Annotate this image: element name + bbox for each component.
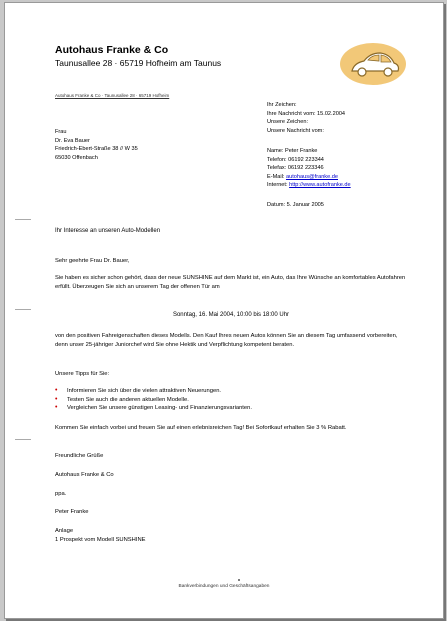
bullet-icon: •	[55, 387, 58, 394]
our-sign: Unsere Zeichen:	[267, 119, 309, 125]
recipient-block	[55, 128, 138, 162]
footer-text: Bankverbindungen und Geschäftsangaben	[178, 584, 270, 589]
return-address: Autohaus Franke & Co · Taunusallee 28 · 65719 Hofheim	[55, 93, 170, 98]
car-logo-icon	[338, 41, 408, 87]
fold-mark	[15, 439, 31, 440]
internet-link[interactable]: http://www.autofranke.de	[289, 182, 351, 188]
company-address: Taunusallee 28 · 65719 Hofheim am Taunus	[55, 58, 222, 68]
closing: Freundliche Grüße	[55, 453, 104, 459]
list-item	[55, 404, 407, 413]
signer-name: Peter Franke	[55, 509, 89, 515]
paragraph-details: von den positiven Fahreigenschaften dieses Modells. Den Kauf Ihres neuen Autos können Sie an diesem Tag umfassend vorbereiten, denn unser 25-jähriger Juniorchef wird Sie ohne Hektik und Verpflichtung kompetent beraten.	[55, 333, 398, 348]
letter-page	[4, 2, 444, 619]
fold-mark	[15, 219, 31, 220]
fold-mark	[15, 309, 31, 310]
attachment-item: 1 Prospekt vom Modell SUNSHINE	[55, 537, 146, 543]
contact-phone: Telefon: 06192 223344	[267, 156, 324, 163]
contact-block	[267, 147, 351, 190]
tips-title: Unsere Tipps für Sie:	[55, 371, 110, 377]
bullet-icon: •	[55, 395, 58, 403]
contact-fax: Telefax: 06192 223346	[267, 165, 324, 171]
reference-block	[267, 101, 345, 135]
contact-email-row	[267, 173, 351, 182]
tip-text: Vergleichen Sie unsere günstigen Leasing- und Finanzierungsvarianten.	[67, 405, 252, 412]
email-link[interactable]: autohaus@franke.de	[285, 173, 338, 180]
recipient-line: 65030 Offenbach	[55, 154, 98, 161]
event-date-line: Sonntag, 16. Mai 2004, 10:00 bis 18:00 Uhr	[172, 312, 290, 318]
your-message-date: Ihre Nachricht vom: 15.02.2004	[267, 110, 346, 117]
list-item	[55, 387, 407, 396]
contact-name: Name: Peter Franke	[267, 148, 318, 154]
contact-internet-row	[267, 181, 351, 190]
recipient-line: Dr. Eva Bauer	[55, 137, 90, 144]
internet-label: Internet:	[267, 182, 290, 188]
bullet-icon: •	[55, 404, 58, 412]
attachment-label: Anlage	[55, 528, 74, 534]
our-message-date: Unsere Nachricht vom:	[267, 127, 324, 134]
recipient-line: Frau	[55, 129, 67, 135]
list-item	[55, 396, 407, 405]
tip-text: Testen Sie auch die anderen aktuellen Modelle.	[67, 396, 189, 403]
salutation: Sehr geehrte Frau Dr. Bauer,	[55, 258, 130, 264]
email-label: E-Mail:	[267, 173, 286, 180]
paragraph-intro: Sie haben es sicher schon gehört, dass der neue SUNSHINE auf dem Markt ist, ein Auto, das Ihre Wünsche an komfortables Autofahren erfüllt. Überzeugen Sie sich an unserem Tag der offenen Tür am	[55, 275, 406, 290]
tip-text: Informieren Sie sich über die vielen attraktiven Neuerungen.	[67, 388, 222, 394]
your-sign: Ihr Zeichen:	[267, 102, 297, 108]
recipient-line: Friedrich-Ebert-Straße 38 // W 35	[55, 146, 138, 152]
tips-list	[55, 387, 407, 413]
ppa: ppa.	[55, 491, 67, 497]
page-dot	[238, 579, 240, 581]
paragraph-offer: Kommen Sie einfach vorbei und freuen Sie auf einen erlebnisreichen Tag! Bei Sofortkauf erhalten Sie 3 % Rabatt.	[55, 425, 347, 431]
signature-company: Autohaus Franke & Co	[55, 472, 114, 478]
company-name: Autohaus Franke & Co	[55, 44, 169, 56]
letter-date: Datum: 5. Januar 2005	[267, 202, 324, 208]
letter-subject: Ihr Interesse an unseren Auto-Modellen	[55, 228, 161, 234]
